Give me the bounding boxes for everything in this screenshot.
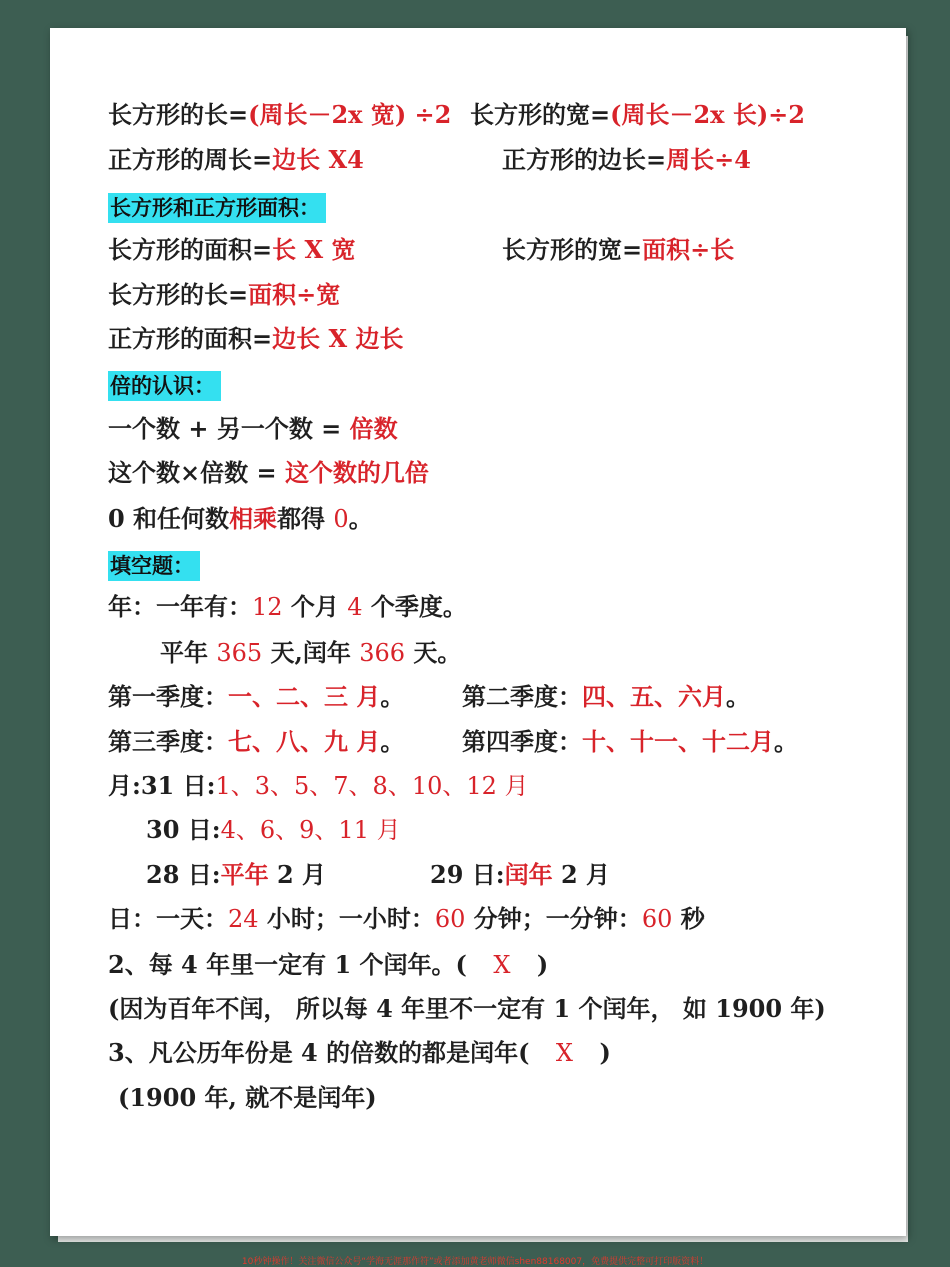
question-3 xyxy=(108,1038,611,1068)
text-part: (因为百年不闰， 所以每 4 年里不一定有 1 个闰年， 如 1900 年) xyxy=(108,994,826,1023)
february-common-year xyxy=(146,860,326,890)
text-highlight: 365 xyxy=(216,639,263,667)
formula-label: 这个数×倍数 = xyxy=(108,458,285,487)
formula-value: 这个数的几倍 xyxy=(284,458,429,487)
text-part: 年：一年有： xyxy=(108,592,252,621)
formula-label: 29 日: xyxy=(430,860,505,889)
text-part: 2 月 xyxy=(268,860,327,889)
formula-value: 平年 xyxy=(220,860,269,889)
text-highlight: 366 xyxy=(359,639,406,667)
quarter-4 xyxy=(462,727,798,757)
year-fact xyxy=(108,592,467,622)
multiple-rule-1 xyxy=(108,414,398,444)
square-area-formula xyxy=(108,324,403,354)
formula-label: 正方形的周长= xyxy=(108,145,273,174)
february-leap-year xyxy=(430,860,610,890)
question-3-explanation xyxy=(118,1083,377,1113)
square-perimeter-formula xyxy=(108,145,364,175)
formula-value: 十、十一、十二月 xyxy=(582,727,774,756)
formula-label: 28 日: xyxy=(146,860,221,889)
formula-label: 第三季度： xyxy=(108,727,228,756)
heading-text: 倍的认识： xyxy=(108,371,221,401)
text-part: (1900 年, 就不是闰年) xyxy=(118,1083,377,1112)
footer-watermark: 10秒钟操作！关注微信公众号“学海无涯那作符”或者添加黄老师微信shen88168007，免费提供完整可打印版资料！ xyxy=(241,1257,709,1267)
section-heading-multiples xyxy=(108,370,221,401)
text-part: 天。 xyxy=(405,638,462,667)
formula-label: 一个数 + 另一个数 = xyxy=(108,414,350,443)
text-part: 秒 xyxy=(672,904,705,933)
text-part: 。 xyxy=(348,504,373,533)
answer-mark: X xyxy=(493,951,511,979)
rect-width-formula xyxy=(470,100,805,130)
text-part: 0 和任何数 xyxy=(108,504,230,533)
formula-value: 周长÷4 xyxy=(666,145,751,174)
text-part: 个季度。 xyxy=(362,592,467,621)
day-time-fact xyxy=(108,904,705,934)
text-part: 2、每 4 年里一定有 1 个闰年。( xyxy=(108,950,467,979)
text-part: 平年 xyxy=(160,638,217,667)
formula-value: 七、八、九 月 xyxy=(228,727,381,756)
text-part: 。 xyxy=(726,682,750,711)
quarter-1 xyxy=(108,682,404,712)
question-2-explanation xyxy=(108,994,826,1024)
multiple-rule-2 xyxy=(108,458,429,488)
formula-value: 1、3、5、7、8、10、12 月 xyxy=(215,772,529,800)
text-part: 都得 xyxy=(277,504,334,533)
square-side-formula xyxy=(502,145,751,175)
formula-value: 一、二、三 月 xyxy=(228,682,381,711)
rect-length-formula xyxy=(108,100,451,130)
text-part: 。 xyxy=(380,682,405,711)
formula-label: 长方形的长= xyxy=(108,280,249,309)
text-part: ) xyxy=(536,950,549,979)
formula-label: 长方形的宽= xyxy=(502,235,643,264)
months-30-days xyxy=(146,815,401,845)
text-highlight: 相乘 xyxy=(229,504,278,533)
text-highlight: 24 xyxy=(228,905,259,933)
text-part: 个月 xyxy=(282,592,348,621)
formula-value: 面积÷长 xyxy=(642,235,735,264)
formula-value: (周长－2x 宽) ÷2 xyxy=(248,100,452,129)
text-part: ) xyxy=(599,1038,611,1067)
months-31-days xyxy=(108,771,529,801)
formula-label: 月:31 日: xyxy=(108,771,216,800)
quarter-3 xyxy=(108,727,404,757)
formula-label: 长方形的面积= xyxy=(108,235,273,264)
text-part: 2 月 xyxy=(552,860,611,889)
text-part: 分钟；一分钟： xyxy=(465,904,642,933)
zero-multiply-rule xyxy=(108,504,373,534)
text-part: 。 xyxy=(380,727,405,756)
text-highlight: 12 xyxy=(252,593,283,621)
rect-width-from-area-formula xyxy=(502,235,734,265)
text-highlight: 60 xyxy=(641,905,673,933)
text-part: 小时；一小时： xyxy=(258,904,435,933)
formula-value: 闰年 xyxy=(504,860,553,889)
formula-label: 正方形的边长= xyxy=(502,145,667,174)
rect-length-from-area-formula xyxy=(108,280,340,310)
formula-value: 边长 X4 xyxy=(272,145,364,174)
text-highlight: 0 xyxy=(333,505,349,533)
formula-label: 第四季度： xyxy=(462,727,582,756)
formula-value: 倍数 xyxy=(349,414,398,443)
formula-label: 长方形的宽= xyxy=(470,100,611,129)
heading-text: 长方形和正方形面积： xyxy=(108,193,326,223)
formula-value: 面积÷宽 xyxy=(248,280,341,309)
year-days-fact xyxy=(160,638,461,668)
formula-label: 正方形的面积= xyxy=(108,324,273,353)
text-part: 3、凡公历年份是 4 的倍数的都是闰年( xyxy=(108,1038,530,1067)
section-heading-fill-blank xyxy=(108,550,200,581)
rect-area-formula xyxy=(108,235,355,265)
heading-text: 填空题： xyxy=(108,551,200,581)
answer-mark: X xyxy=(555,1039,574,1067)
formula-label: 第二季度： xyxy=(462,682,582,711)
text-highlight: 4 xyxy=(347,593,363,621)
formula-value: (周长－2x 长)÷2 xyxy=(610,100,805,129)
formula-label: 30 日: xyxy=(146,815,221,844)
text-part: 天,闰年 xyxy=(262,638,360,667)
formula-value: 四、五、六月 xyxy=(582,682,726,711)
section-heading-area xyxy=(108,192,326,223)
question-2 xyxy=(108,950,548,980)
quarter-2 xyxy=(462,682,750,712)
formula-value: 长 X 宽 xyxy=(272,235,356,264)
text-part: 。 xyxy=(774,727,798,756)
formula-value: 4、6、9、11 月 xyxy=(220,816,401,844)
text-part: 日：一天： xyxy=(108,904,228,933)
formula-label: 长方形的长= xyxy=(108,100,249,129)
formula-value: 边长 X 边长 xyxy=(272,324,404,353)
formula-label: 第一季度： xyxy=(108,682,228,711)
text-highlight: 60 xyxy=(434,905,466,933)
